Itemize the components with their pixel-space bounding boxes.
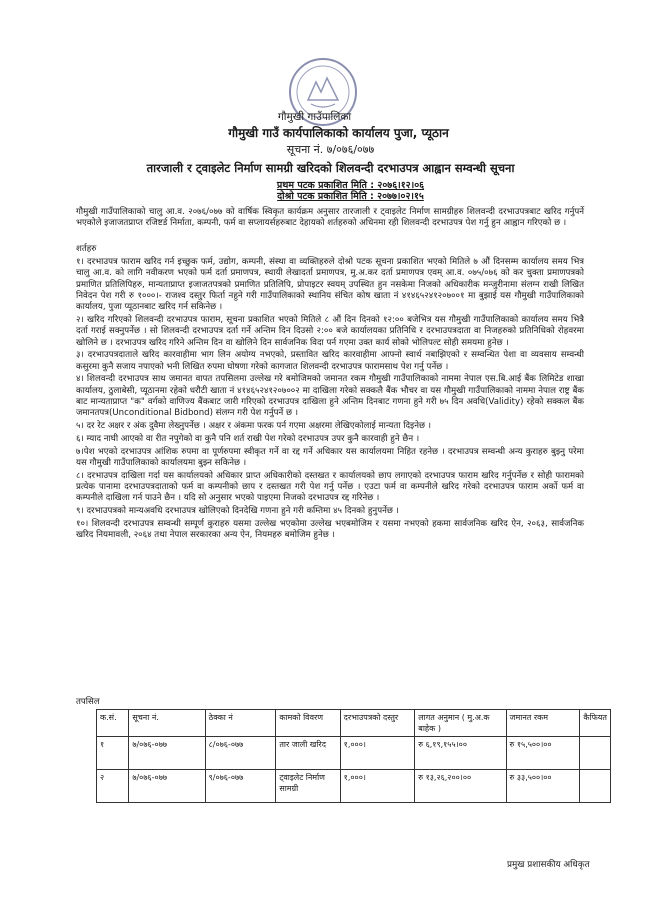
col-header: ठेक्का नं bbox=[205, 710, 276, 737]
table-cell: रु ३३,५००।०० bbox=[506, 770, 580, 803]
table-header-row bbox=[97, 710, 611, 737]
condition-item: ९। दरभाउपत्रको मान्यअवधि दरभाउपत्र खोलिएको दिनदेखि गणना हुने गरी कम्तिमा ४५ दिनको हुनुपर्नेछ । bbox=[76, 506, 399, 517]
table-cell: ट्वाइलेट निर्माण सामग्री bbox=[276, 770, 340, 803]
condition-item: २। खरिद गरिएको शिलवन्दी दरभाउपत्र फाराम, सूचना प्रकाशित भएको मितिले ८ औं दिन दिनको १२:०० बजेभित्र यस गौमुखी गाउँपालिकाको कार्यालय समय भित्रै दर्ता गराई सक्नुपर्नेछ । सो शिलवन्दी दरभाउपत्र दर्ता गर्ने अन्तिम दिन दिउसो २:०० बजे कार्यालयका प्रतिनिधि र दरभाउपत्रदाता वा निजहरुको प्रतिनिधिको रोहवरमा खोलिने छ । दरभाउपत्र खरिद गरिने अन्तिम दिन वा खोलिने दिन सार्वजनिक विदा पर्न गएमा उक्त कार्य सोको भोलिपल्ट सोही समयमा हुनेछ । bbox=[76, 314, 584, 348]
table-heading: तपसिल bbox=[76, 697, 100, 707]
col-header: क.सं. bbox=[97, 710, 129, 737]
condition-item: ४। शिलवन्दी दरभाउपत्र साथ जमानत वापत तपसिलमा उल्लेख गरे बमोजिमको जमानत रकम गौमुखी गाउँपालिकाको नाममा नेपाल एस.बि.आई बैंक लिमिटेड शाखा कार्यालय, ठुलाबेसी, प्यूठानमा रहेको धरौटी खाता नं ४१४६५२४१२०७००२ मा दाखिला गरेको सक्कलै बैंक भौचर वा यस गौमुखी गाउँपालिकाको नाममा नेपाल राष्ट्र बैंक बाट मान्यताप्राप्त "क" वर्गको वाणिज्य बैंकबाट जारी गरिएको दरभाउपत्र दाखिला हुने अन्तिम दिनबाट गणना हुने गरी ७५ दिन अवधि(Validity) रहेको सक्कल बैंक जमानतपत्र(Unconditional Bidbond) संलग्न गरी पेश गर्नुपर्ने छ । bbox=[76, 374, 584, 419]
table-cell: ७/०७६-०७७ bbox=[129, 737, 205, 770]
col-header: दरभाउपत्रको दस्तुर bbox=[340, 710, 415, 737]
table-cell: रु १५,५००।०० bbox=[506, 737, 580, 770]
first-publish-date: प्रथम पटक प्रकाशित मिति : २०७६।१२।०६ bbox=[276, 180, 425, 191]
condition-item: ३। दरभाउपत्रदाताले खरिद कारवाहीमा भाग लिन अयोग्य नभएको, प्रस्तावित खरिद कारवाहीमा आफ्नो स्वार्थ नबाझिएको र सम्वन्धित पेशा वा व्यवसाय सम्वन्धी कसुरमा कुनै सजाय नपाएको भनी लिखित रुपमा घोषणा गरेको कागजात शिलवन्दी दरभाउपत्र फारामसाथ पेश गर्नु पर्नेछ । bbox=[76, 350, 584, 372]
table-cell bbox=[580, 737, 611, 770]
table-cell: १ bbox=[97, 737, 129, 770]
table-cell: रु १३,२६,२००।०० bbox=[415, 770, 506, 803]
col-header: लागत अनुमान ( मु.अ.क बाहेक ) bbox=[415, 710, 506, 737]
table-cell: तार जाली खरिद bbox=[276, 737, 340, 770]
table-cell: १,०००। bbox=[340, 770, 415, 803]
col-header: कैफियत bbox=[580, 710, 611, 737]
municipality-name: गौमुखी गाउँपालिका bbox=[277, 111, 352, 123]
table-cell: ८/०७६-०७७ bbox=[205, 737, 276, 770]
condition-item: १०। शिलवन्दी दरभाउपत्र सम्वन्धी सम्पूर्ण कुराहरु यसमा उल्लेख भएकोमा उल्लेख भएबमोजिम र यसमा नभएको हकमा सार्वजनिक खरिद ऐन, २०६३, सार्वजनिक खरिद नियमावली, २०६४ तथा नेपाल सरकारका अन्य ऐन, नियमहरु बमोजिम हुनेछ । bbox=[76, 519, 584, 541]
table-cell: ७/०७६-०७७ bbox=[129, 770, 205, 803]
table-cell: रु ६,१९,१५५।०० bbox=[415, 737, 506, 770]
condition-item: ८। दरभाउपत्र दाखिला गर्दा यस कार्यालयको अधिकार प्राप्त अधिकारीको दस्तखत र कार्यालयको छाप लगाएको दरभाउपत्र फाराम खरिद गर्नुपर्नेछ र सोही फारामको प्रत्येक पानामा दरभाउपत्रदाताको फर्म वा कम्पनीको छाप र दस्तखत गरी पेश गर्नु पर्नेछ । एउटा फर्म वा कम्पनीले खरिद गरेको दरभाउपत्र फाराम अर्को फर्म वा कम्पनीले दाखिला गर्न पाउने छैन । यदि सो अनुसार भएको पाइएमा निजको दरभाउपत्र रद्द गरिनेछ । bbox=[76, 470, 584, 504]
col-header: सूचना नं. bbox=[129, 710, 205, 737]
office-name: गौमुखी गाउँ कार्यपालिकाको कार्यालय पुजा, प्यूठान bbox=[228, 126, 449, 140]
notice-title: तारजाली र ट्वाइलेट निर्माण सामग्री खरिदको शिलवन्दी दरभाउपत्र आह्वान सम्वन्धी सूचना bbox=[146, 161, 515, 175]
col-header: जमानत रकम bbox=[506, 710, 580, 737]
condition-item: ७।पेश भएको दरभाउपत्र आंशिक रुपमा वा पूर्णरुपमा स्वीकृत गर्ने वा रद्द गर्ने अधिकार यस कार्यालयमा निहित रहनेछ । दरभाउपत्र सम्वन्धी अन्य कुराहरु बुझ्नु परेमा यस गौमुखी गाउँपालिकाको कार्यालयमा बुझ्न सकिनेछ । bbox=[76, 446, 584, 469]
conditions-list bbox=[76, 257, 584, 543]
col-header: कामको विवरण bbox=[276, 710, 340, 737]
table-cell: १,०००। bbox=[340, 737, 415, 770]
table-row bbox=[97, 770, 611, 803]
table-cell: ९/०७६-०७७ bbox=[205, 770, 276, 803]
schedule-table bbox=[96, 709, 611, 803]
table-cell: २ bbox=[97, 770, 129, 803]
signatory-title: प्रमुख प्रशासकीय अधिकृत bbox=[507, 860, 590, 870]
second-publish-date: दोश्रो पटक प्रकाशित मिति : २०७७।०२।१५ bbox=[277, 191, 424, 202]
notice-number: सूचना नं. ७/०७६/०७७ bbox=[286, 143, 375, 156]
condition-item: ६। म्याद नाघी आएको वा रीत नपुगेको वा कुनै पनि शर्त राखी पेश गरेको दरभाउपत्र उपर कुनै कारवाही हुने छैन । bbox=[76, 433, 420, 444]
condition-item: १। दरभाउपत्र फाराम खरिद गर्न इच्छुक फर्म, उद्योग, कम्पनी, संस्था वा व्यक्तिहरुले दोश्रो पटक सूचना प्रकाशित भएको मितिले ७ औं दिनसम्म कार्यालय समय भित्र चालु आ.व. को लागि नवीकरण भएको फर्म दर्ता प्रमाणपत्र, स्थायी लेखादर्ता प्रमाणपत्र, मु.अ.कर दर्ता प्रमाणपत्र एवम् आ.व. ०७५/०७६ को कर चुक्ता प्रमाणपत्रको प्रमाणित प्रतिलिपिहरु, मान्यताप्राप्त इजाजतपत्रको प्रमाणित प्रतिलिपि, प्रोपाइटर स्वयम् उपस्थित हुन नसकेमा निजको अधिकारीक मन्जुरीनामा संलग्न राखी लिखित निवेदन पेश गरी रु १०००।- राजश्व दस्तुर फिर्ता नहुने गरी गाउँपालिकाको स्थानिय संचित कोष खाता नं ४१४६५२४१२०७००१ मा बुझाई यस गौमुखी गाउँपालिकाको कार्यालय, पुजा प्यूठानबाट खरिद गर्न सकिनेछ । bbox=[76, 257, 584, 313]
table-row bbox=[97, 737, 611, 770]
conditions-heading: शर्तहरु bbox=[76, 244, 97, 254]
condition-item: ५। दर रेट अक्षर र अंक दुवैमा लेख्नुपर्नेछ । अक्षर र अंकमा फरक पर्न गएमा अक्षरमा लेखिएकोलाई मान्यता दिइनेछ । bbox=[76, 421, 432, 432]
intro-paragraph: गौमुखी गाउँपालिकाको चालु आ.व. २०७६/०७७ को वार्षिक स्विकृत कार्यक्रम अनुसार तारजाली र ट्वाइलेट निर्माण सामग्रीहरु शिलवन्दी दरभाउपत्रबाट खरिद गर्नुपर्ने भएकोले इजाजतप्राप्त रजिष्टर्ड निर्माता, कम्पनी, फर्म वा सप्लायर्सहरुबाट देहायको शर्तहरुको अधिनमा रही शिलवन्दी दरभाउपत्र पेश गर्नु हुन आह्वान गरिएको छ । bbox=[76, 207, 584, 229]
table-cell bbox=[580, 770, 611, 803]
